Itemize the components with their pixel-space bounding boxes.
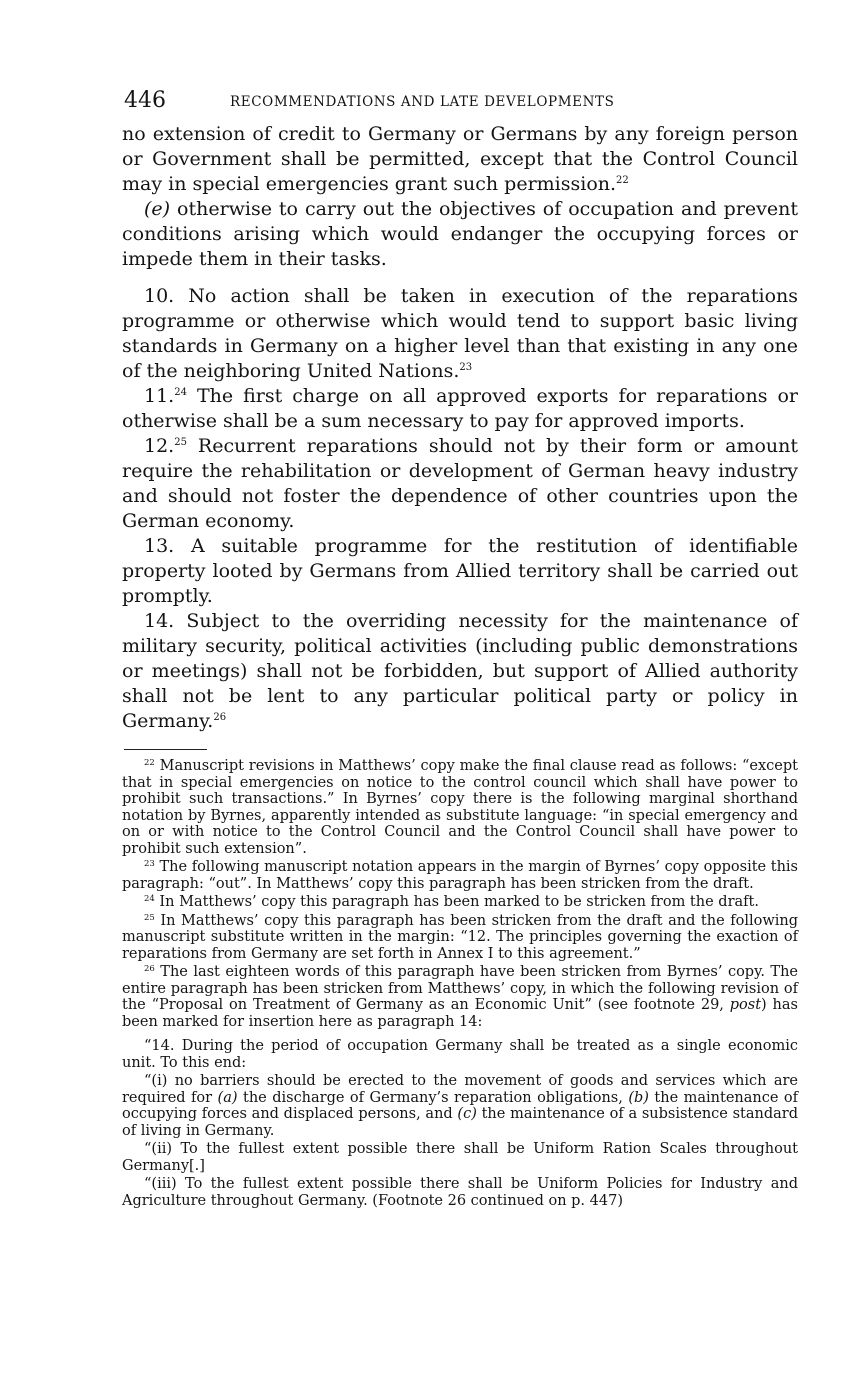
paragraph-e: (e) otherwise to carry out the objectives of occupation and prevent conditions arising which would endanger the occupying forces or impede them in their tasks. [122, 198, 798, 270]
page-header [122, 88, 798, 122]
paragraph-14: 14. Subject to the overriding necessity for the maintenance of military security, political activities (including public demonstrations or meetings) shall not be forbidden, but support of Allied authority shall not be lent to any particular political party or policy in Germany.$^{26}$ [122, 610, 798, 732]
paragraph-12: 12.25 Recurrent reparations should not by their form or amount require the rehabilitation or development of German heavy industry and should not foster the dependence of other countries upon the German economy. [122, 435, 798, 532]
footnote-ref[interactable]: 26 [213, 712, 227, 723]
paragraph-13: 13. A suitable programme for the restitution of identifiable property looted by Germans from Allied territory shall be carried out promptly. [122, 535, 798, 607]
footnote-ref[interactable]: 23 [459, 362, 473, 373]
paragraph-10: 10. No action shall be taken in execution of the reparations programme or otherwise which would tend to support basic living standards in Germany on a higher level than that existing in any one of the neighboring United Nations.$^{23}$ [122, 285, 798, 382]
footnote-24: $^{24}$ In Matthews’ copy this paragraph has been marked to be stricken from the draft. [144, 894, 759, 910]
paragraph-credit: no extension of credit to Germany or Germans by any foreign person or Government shall be permitted, except that the Control Council may in special emergencies grant such permission.$^{22}$ [122, 123, 798, 195]
footnote-26: $^{26}$ The last eighteen words of this paragraph have been stricken from Byrnes’ copy. The entire paragraph has been stricken from Matthews’ copy, in which the following revision of the “Proposal on Treatment of Germany as an Economic Unit” (see footnote 29, post) has been marked for insertion here as paragraph 14: [122, 964, 798, 1030]
footnote-ref[interactable]: 22 [616, 175, 629, 186]
footnote-23: $^{23}$ The following manuscript notation appears in the margin of Byrnes’ copy opposite this paragraph: “out”. In Matthews’ copy this paragraph has been stricken from the draft. [122, 859, 798, 892]
footnote-ref[interactable]: 25 [174, 437, 187, 448]
footnote-22: $^{22}$ Manuscript revisions in Matthews’ copy make the final clause read as follows: “except that in special emergencies on notice to the control council which shall have power to prohibit such transactions.” In Byrnes’ copy there is the following marginal shorthand notation by Byrnes, apparently intended as substitute language: “in special emergency and on or with notice to the Control Council and the Control Council shall have power to prohibit such extension”. [122, 758, 798, 857]
page-number: 446 [124, 88, 166, 113]
quoted-item-iii: “(iii) To the fullest extent possible there shall be Uniform Policies for Industry and Agriculture throughout Germany. (Footnote 26 continued on p. 447) [122, 1176, 798, 1209]
footnote-25: $^{25}$ In Matthews’ copy this paragraph has been stricken from the draft and the following manuscript substitute written in the margin: “12. The principles governing the exaction of reparations from Germany are set forth in Annex I to this agreement.” [122, 912, 798, 962]
running-head: RECOMMENDATIONS AND LATE DEVELOPMENTS [230, 94, 615, 110]
footnote-divider [124, 749, 207, 750]
quoted-paragraph-14: “14. During the period of occupation Germany shall be treated as a single economic unit. To this end: [122, 1038, 798, 1071]
paragraph-11: 11.24 The first charge on all approved exports for reparations or otherwise shall be a sum necessary to pay for approved imports. [122, 385, 798, 432]
quoted-item-ii: “(ii) To the fullest extent possible there shall be Uniform Ration Scales throughout Germany[.] [122, 1141, 798, 1174]
footnotes [122, 758, 798, 1209]
quoted-item-i: “(i) no barriers should be erected to the movement of goods and services which are required for (a) the discharge of Germany’s reparation obligations, (b) the maintenance of occupying forces and displaced persons, and (c) the maintenance of a subsistence standard of living in Germany. [122, 1073, 799, 1139]
document-page [122, 88, 798, 1211]
body-text [122, 122, 798, 734]
footnote-ref[interactable]: 24 [174, 387, 187, 398]
